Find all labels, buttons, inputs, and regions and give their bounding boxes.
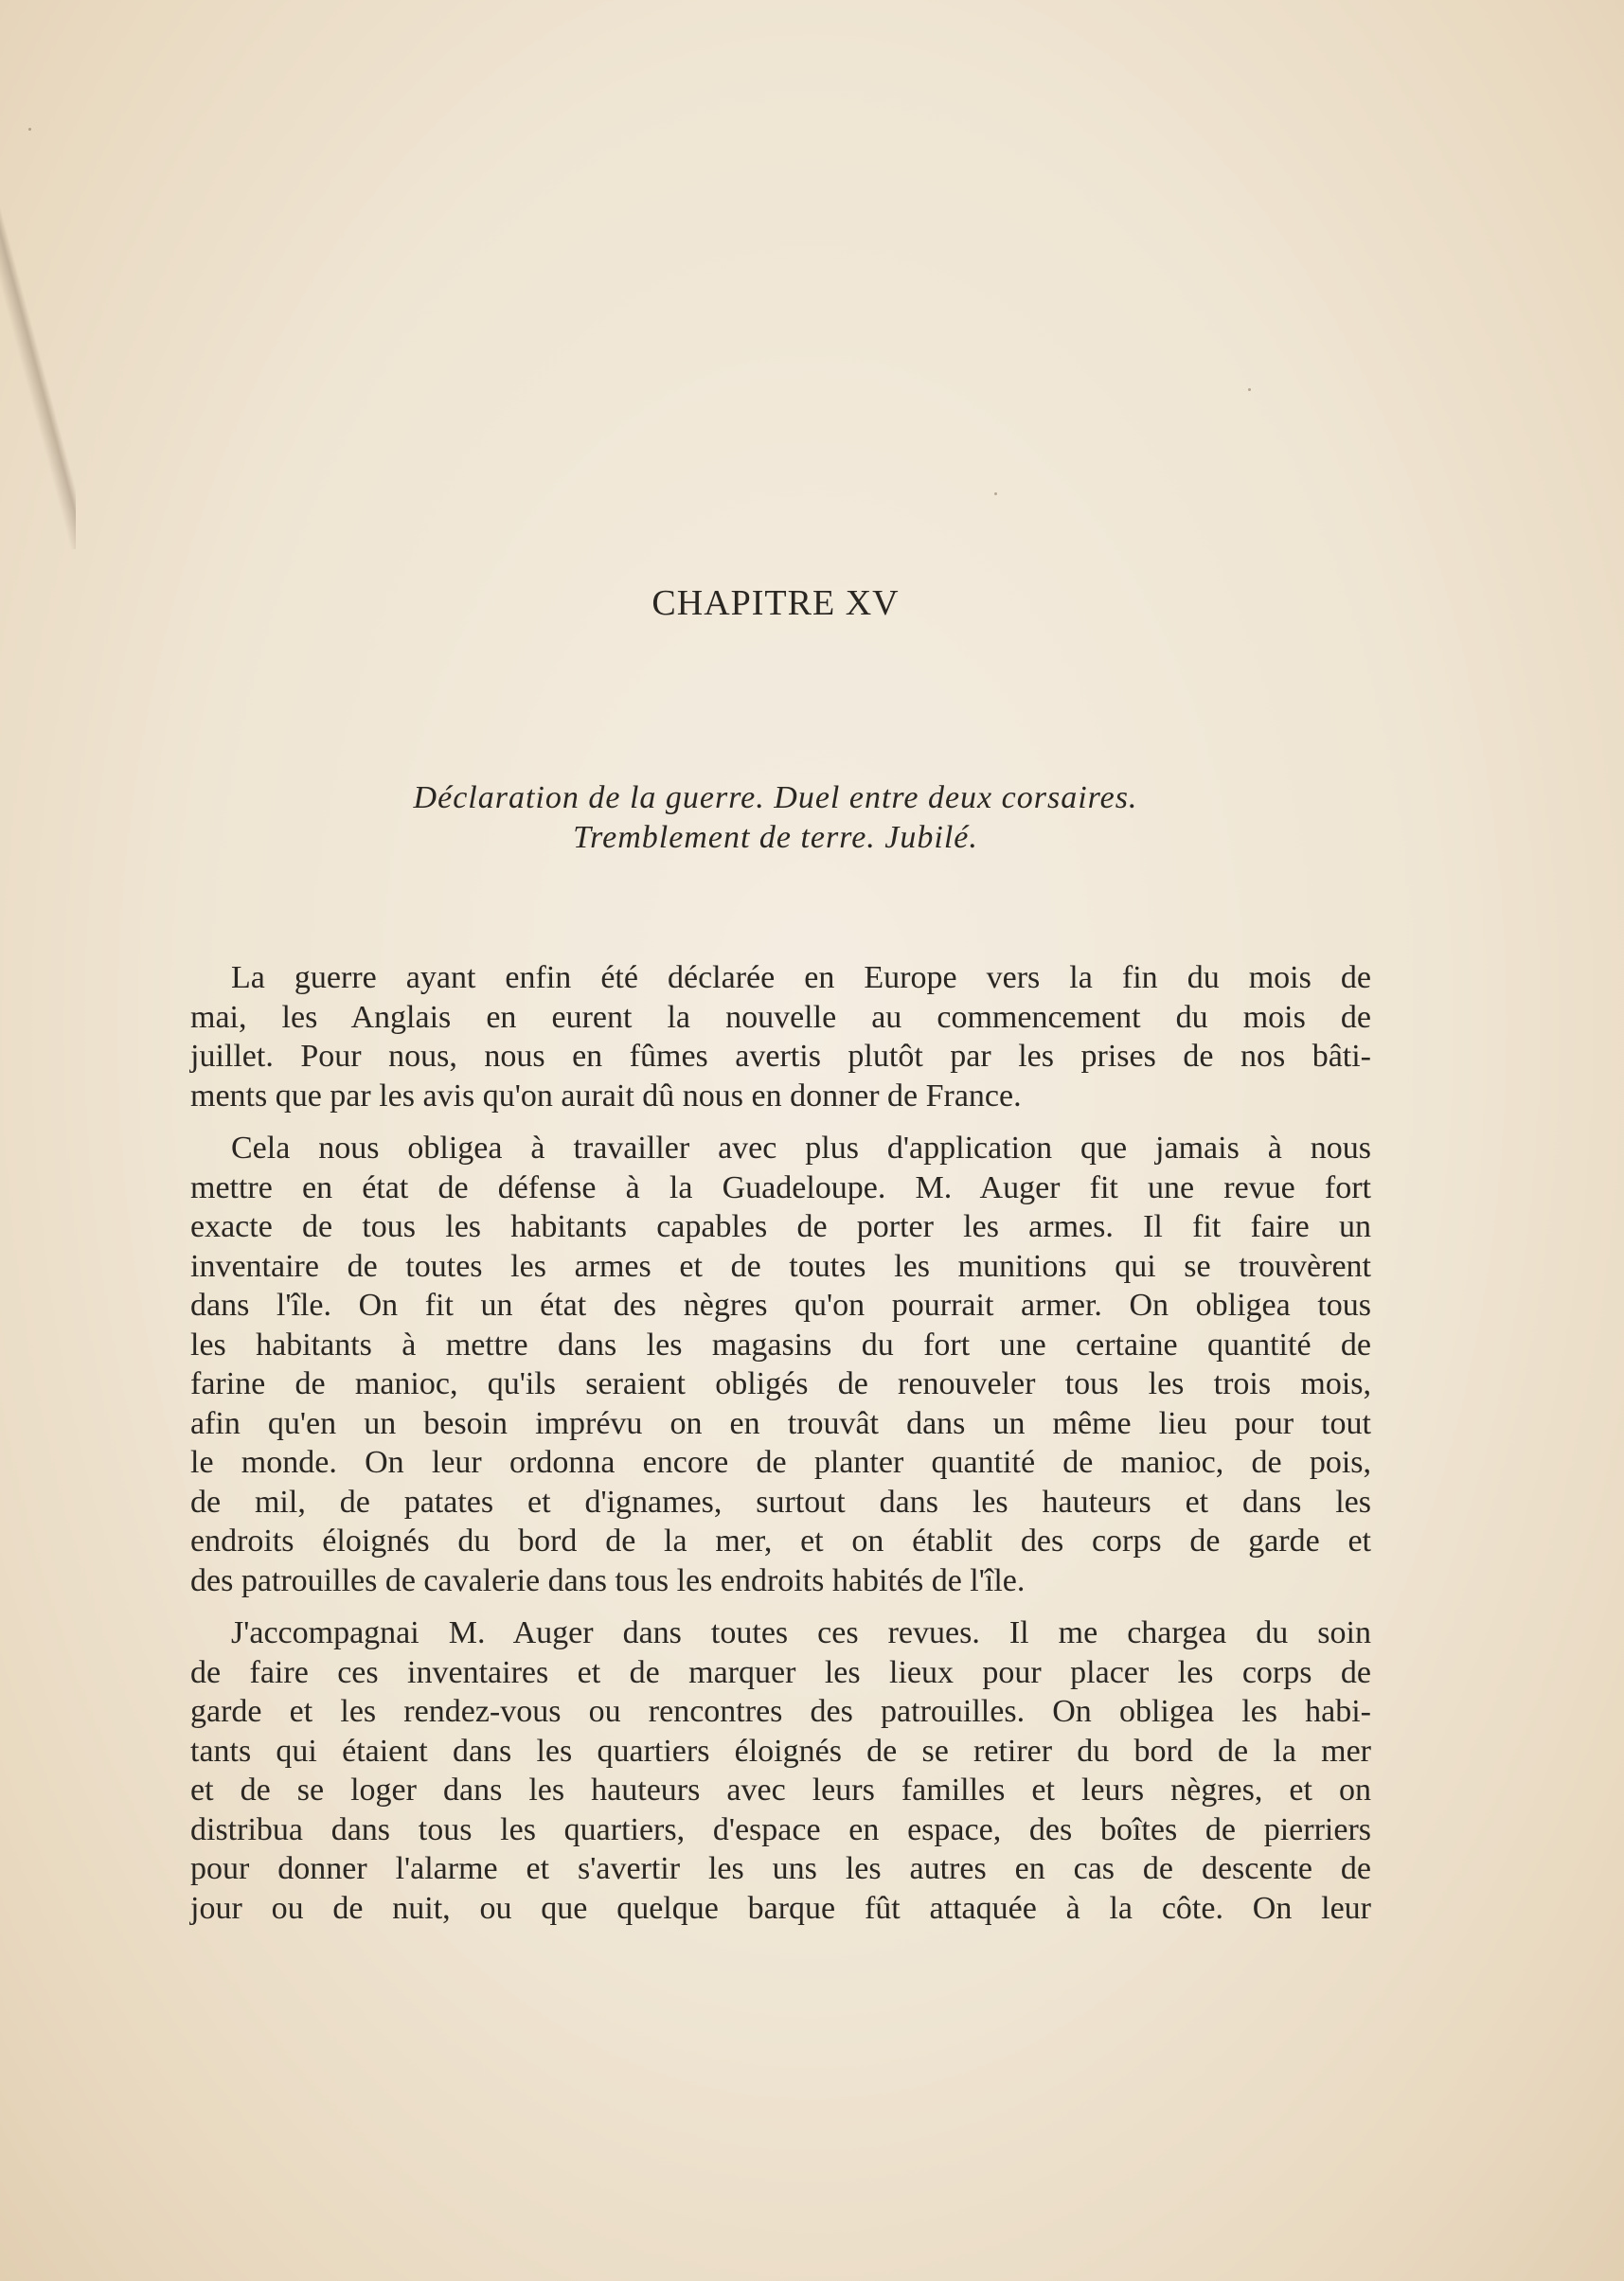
text-line: Cela nous obligea à travailler avec plus d'application que jamais à nous — [231, 1131, 1371, 1166]
text-line: afin qu'en un besoin imprévu on en trouvât dans un même lieu pour tout — [190, 1405, 1371, 1441]
text-line: farine de manioc, qu'ils seraient obligés de renouveler tous les trois mois, — [190, 1366, 1371, 1401]
text-line: juillet. Pour nous, nous en fûmes avertis plutôt par les prises de nos bâti- — [190, 1039, 1371, 1074]
chapter-summary-line: Tremblement de terre. Jubilé. — [573, 820, 978, 855]
paper-speck — [994, 492, 997, 495]
text-line: La guerre ayant enfin été déclarée en Europe vers la fin du mois de — [231, 960, 1371, 995]
paragraph — [190, 1613, 1371, 1928]
text-line: le monde. On leur ordonna encore de planter quantité de manioc, de pois, — [190, 1445, 1371, 1480]
text-line: de mil, de patates et d'ignames, surtout dans les hauteurs et dans les — [190, 1484, 1371, 1520]
text-line: de faire ces inventaires et de marquer les lieux pour placer les corps de — [190, 1654, 1371, 1690]
paper-speck — [1248, 388, 1251, 391]
text-line: des patrouilles de cavalerie dans tous les endroits habités de l'île. — [190, 1562, 1026, 1598]
text-line: endroits éloignés du bord de la mer, et on établit des corps de garde et — [190, 1524, 1371, 1559]
paper-speck — [28, 128, 31, 131]
text-line: jour ou de nuit, ou que quelque barque fût attaquée à la côte. On leur — [190, 1890, 1371, 1926]
text-line: garde et les rendez-vous ou rencontres des patrouilles. On obligea les habi- — [190, 1694, 1371, 1729]
text-line: et de se loger dans les hauteurs avec leurs familles et leurs nègres, et on — [190, 1773, 1371, 1808]
paragraph — [190, 1129, 1371, 1600]
chapter-title: CHAPITRE XV — [651, 583, 900, 623]
text-line: ments que par les avis qu'on aurait dû nous en donner de France. — [190, 1078, 1022, 1114]
text-line: J'accompagnai M. Auger dans toutes ces revues. Il me chargea du soin — [231, 1615, 1371, 1650]
text-line: dans l'île. On fit un état des nègres qu'on pourrait armer. On obligea tous — [190, 1288, 1371, 1323]
text-line: mettre en état de défense à la Guadeloupe. M. Auger fit une revue fort — [190, 1169, 1371, 1205]
text-line: tants qui étaient dans les quartiers éloignés de se retirer du bord de la mer — [190, 1733, 1371, 1769]
text-line: inventaire de toutes les armes et de toutes les munitions qui se trouvèrent — [190, 1248, 1371, 1284]
chapter-summary — [0, 778, 1551, 858]
paragraph — [190, 958, 1371, 1115]
text-line: distribua dans tous les quartiers, d'espace en espace, des boîtes de pierriers — [190, 1811, 1371, 1847]
page-edge-shadow — [0, 170, 76, 549]
chapter-summary-line: Déclaration de la guerre. Duel entre deux corsaires. — [413, 780, 1138, 815]
text-line: pour donner l'alarme et s'avertir les uns les autres en cas de descente de — [190, 1851, 1371, 1886]
text-line: les habitants à mettre dans les magasins du fort une certaine quantité de — [190, 1327, 1371, 1363]
text-line: exacte de tous les habitants capables de porter les armes. Il fit faire un — [190, 1209, 1371, 1244]
text-line: mai, les Anglais en eurent la nouvelle au commencement du mois de — [190, 999, 1371, 1035]
body-text — [190, 958, 1371, 1941]
